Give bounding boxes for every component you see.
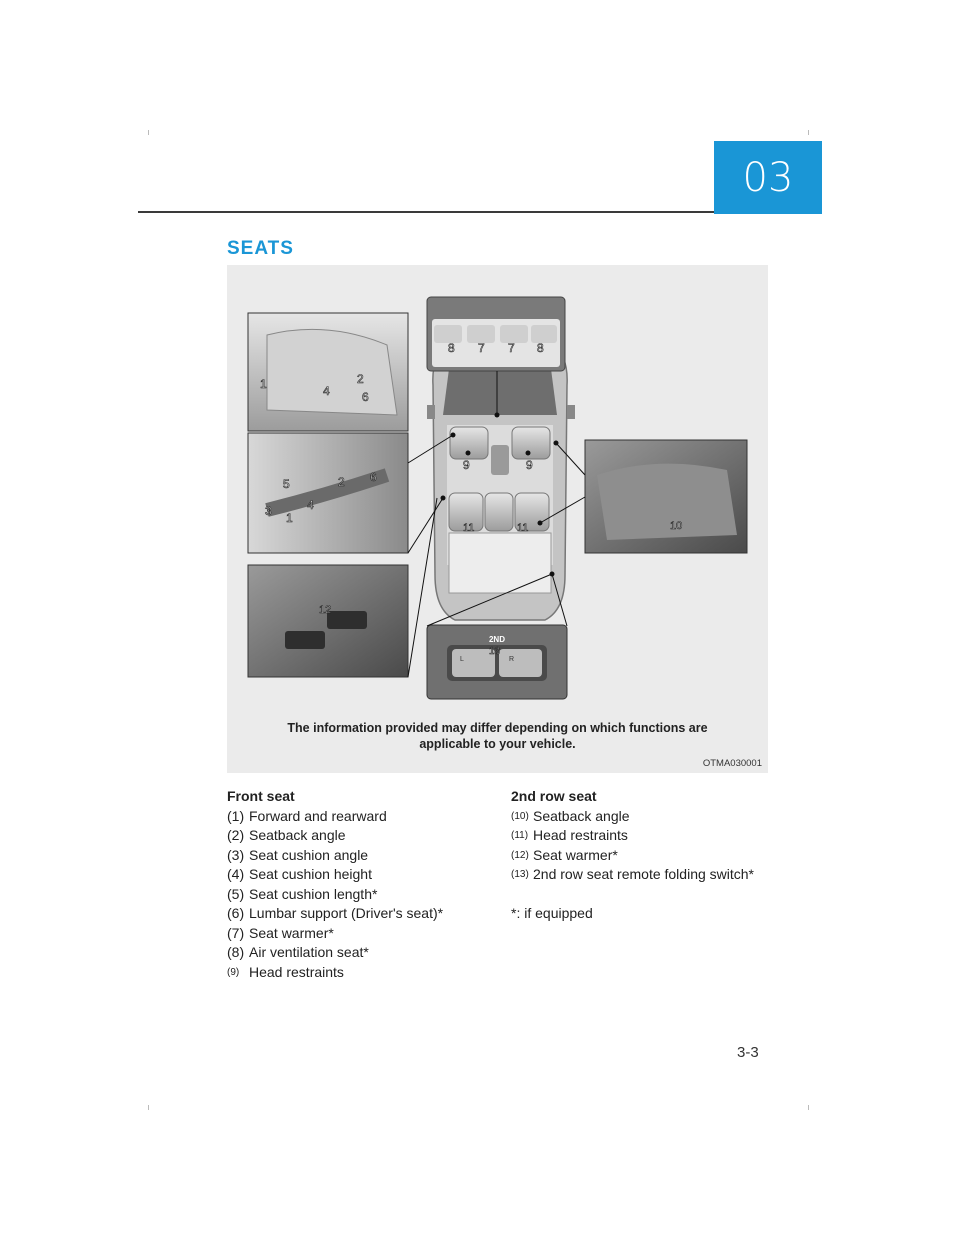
crop-mark [808, 1105, 809, 1110]
panel-seat-side [248, 313, 408, 431]
figure-caption: The information provided may differ depending on which functions are applicable to your vehicle. [287, 721, 708, 751]
callout-11: 11 [463, 522, 475, 534]
callout-9: 9 [463, 458, 470, 472]
callout-10: 10 [670, 520, 683, 532]
switch-letter-left: L [460, 656, 464, 663]
callout-6: 6 [362, 390, 369, 404]
list-item: (11) Head restraints [511, 827, 628, 843]
callout-5: 5 [283, 477, 290, 491]
callout-13: 13 [489, 646, 501, 657]
list-item: (9) Head restraints [227, 963, 344, 980]
list-item: (12) Seat warmer* [511, 846, 618, 863]
callout-7: 7 [478, 341, 485, 355]
callout-4b: 4 [307, 498, 314, 512]
switch-label: 2ND [488, 635, 506, 644]
crop-mark [148, 1105, 149, 1110]
callout-11b: 11 [517, 522, 529, 534]
callout-4: 4 [323, 384, 330, 398]
list-item: (13) 2nd row seat remote folding switch* [511, 866, 754, 882]
front-seat-list [227, 787, 497, 982]
seats-figure [227, 265, 768, 773]
list-item: (1) Forward and rearward [227, 807, 387, 824]
panel-power-seat-switch [248, 433, 408, 553]
list-item: (5) Seat cushion length* [227, 885, 378, 902]
callout-12: 12 [319, 604, 332, 616]
callout-3: 3 [265, 504, 272, 518]
crop-mark [148, 130, 149, 135]
switch-letter-right: R [509, 656, 515, 663]
callout-1: 1 [260, 377, 267, 391]
callout-1b: 1 [286, 511, 293, 525]
section-title: SEATS [227, 238, 294, 259]
panel-second-row-seat [585, 440, 747, 553]
seats-illustration [227, 265, 768, 773]
header-rule [138, 211, 714, 213]
second-row-heading: 2nd row seat [511, 788, 597, 804]
panel-remote-folding-switch [427, 625, 567, 699]
footnote: *: if equipped [511, 904, 593, 921]
crop-mark [808, 130, 809, 135]
second-row-list [511, 787, 771, 923]
panel-seat-warmer-vent [427, 297, 565, 371]
figure-code: OTMA030001 [702, 758, 762, 769]
list-item: (4) Seat cushion height [227, 866, 372, 882]
chapter-tab: 03 [714, 141, 822, 214]
callout-7b: 7 [508, 341, 515, 355]
callout-8: 8 [448, 341, 455, 355]
callout-8b: 8 [537, 341, 544, 355]
list-item: (3) Seat cushion angle [227, 846, 369, 863]
list-item: (6) Lumbar support (Driver's seat)* [227, 905, 444, 921]
callout-6b: 6 [370, 470, 377, 484]
front-seat-heading: Front seat [227, 788, 295, 804]
callout-2b: 2 [338, 475, 345, 489]
callout-2: 2 [357, 372, 364, 386]
panel-door-switch [248, 565, 408, 677]
car-top-view [427, 357, 575, 620]
list-item: (8) Air ventilation seat* [227, 944, 369, 960]
list-item: (2) Seatback angle [227, 827, 346, 843]
callout-9b: 9 [526, 458, 533, 472]
list-item: (10) Seatback angle [511, 807, 630, 824]
page-number: 3-3 [737, 1044, 759, 1061]
list-item: (7) Seat warmer* [227, 924, 334, 941]
